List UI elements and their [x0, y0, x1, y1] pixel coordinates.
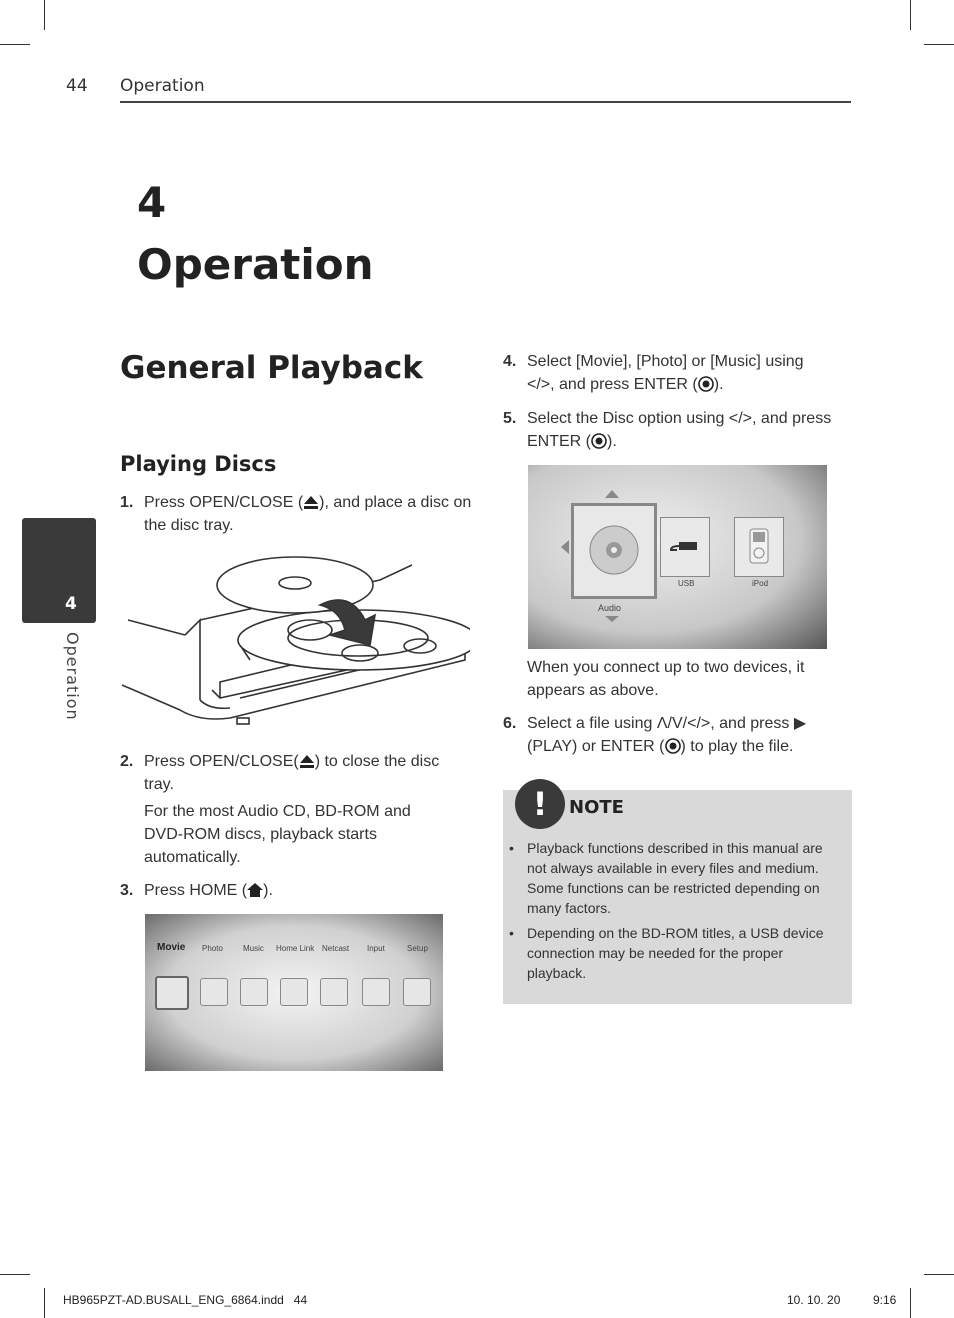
- step-text: (PLAY) or ENTER (: [527, 738, 665, 755]
- arrow-keys: </>: [527, 376, 551, 393]
- side-tab-label-text: Operation: [63, 632, 82, 721]
- detail-line: automatically.: [144, 849, 241, 866]
- home-link-tile-icon: [280, 978, 308, 1006]
- step-number: 6.: [503, 715, 517, 732]
- eject-icon: [303, 494, 319, 510]
- detail-line: For the most Audio CD, BD-ROM and: [144, 803, 411, 820]
- enter-icon: [665, 738, 681, 754]
- running-section: Operation: [120, 76, 205, 96]
- bullet: •: [509, 925, 514, 941]
- usb-tile: [660, 517, 710, 577]
- page-number: 44: [66, 76, 88, 96]
- note-line: connection may be needed for the proper: [527, 945, 784, 961]
- up-arrow-icon: [604, 489, 620, 499]
- step-text: Select [Movie], [Photo] or [Music] using: [527, 353, 804, 370]
- home-icon: [247, 882, 263, 898]
- disc-option-tile: [571, 503, 657, 599]
- netcast-tile-icon: [320, 978, 348, 1006]
- crop-mark: [910, 0, 911, 30]
- step-number: 2.: [120, 753, 134, 770]
- step-text: , and press: [752, 410, 832, 427]
- audio-caption: Audio: [598, 603, 622, 613]
- step-text: Press OPEN/CLOSE (: [144, 494, 304, 511]
- note-line: not always available in every files and medium.: [527, 860, 819, 876]
- note-line: Playback functions described in this manual are: [527, 840, 823, 856]
- step-text: ) to play the file.: [680, 738, 794, 755]
- crop-mark: [44, 0, 45, 30]
- crop-mark: [0, 44, 30, 45]
- side-tab-number: 4: [65, 594, 77, 614]
- step-number: 3.: [120, 882, 134, 899]
- disc-icon: [588, 524, 640, 576]
- crop-mark: [924, 1274, 954, 1275]
- step-number: 1.: [120, 494, 134, 511]
- enter-icon: [591, 433, 607, 449]
- detail-line: DVD-ROM discs, playback starts: [144, 826, 377, 843]
- step-5: [503, 407, 853, 455]
- step-text: tray.: [144, 776, 174, 793]
- menu-item-setup: Setup: [407, 944, 428, 953]
- step-3: [120, 879, 470, 903]
- ipod-caption: iPod: [752, 579, 769, 588]
- menu-item-input: Input: [367, 944, 385, 953]
- side-tab: [22, 518, 96, 623]
- note-line: playback.: [527, 965, 587, 981]
- note-line: When you connect up to two devices, it: [527, 659, 805, 676]
- step-text: , and press ENTER (: [550, 376, 698, 393]
- step-text: ) to close the disc: [314, 753, 440, 770]
- usb-icon: [669, 538, 701, 554]
- left-arrow-icon: [560, 539, 570, 555]
- step-2: [120, 750, 470, 798]
- step-text: ENTER (: [527, 433, 591, 450]
- step-text: ).: [713, 376, 724, 393]
- section-title: General Playback: [120, 350, 423, 386]
- subsection-title: Playing Discs: [120, 452, 277, 476]
- side-tab-label: [62, 632, 86, 722]
- note-line: many factors.: [527, 900, 612, 916]
- step-text: Press OPEN/CLOSE(: [144, 753, 299, 770]
- footer-date: 10. 10. 20: [787, 1293, 841, 1307]
- menu-item-netcast: Netcast: [322, 944, 350, 953]
- note-line: Some functions can be restricted depending on: [527, 880, 820, 896]
- photo-tile-icon: [200, 978, 228, 1006]
- crop-mark: [910, 1288, 911, 1318]
- note-line: appears as above.: [527, 682, 659, 699]
- step-text: Select the Disc option using: [527, 410, 729, 427]
- step-text: ).: [607, 433, 617, 450]
- step-text: ).: [263, 882, 273, 899]
- ipod-tile: [734, 517, 784, 577]
- step-6: [503, 712, 853, 760]
- usb-caption: USB: [678, 579, 695, 588]
- step-text: the disc tray.: [144, 517, 234, 534]
- step-4: [503, 350, 853, 398]
- chapter-title: Operation: [137, 240, 374, 289]
- bullet: •: [509, 840, 514, 856]
- crop-mark: [924, 44, 954, 45]
- header-rule: [120, 101, 851, 103]
- movie-tile-icon: [155, 976, 189, 1010]
- menu-item-music: Music: [243, 944, 264, 953]
- crop-mark: [44, 1288, 45, 1318]
- step-text: , and press ▶: [710, 715, 807, 732]
- menu-item-photo: Photo: [202, 944, 223, 953]
- ipod-icon: [749, 528, 769, 564]
- disc-tray-illustration: [120, 550, 470, 730]
- input-tile-icon: [362, 978, 390, 1006]
- note-badge: !: [515, 779, 565, 829]
- home-menu-screenshot: [145, 914, 443, 1071]
- step-text: Press HOME (: [144, 882, 248, 899]
- setup-tile-icon: [403, 978, 431, 1006]
- step-2-detail: [144, 800, 411, 869]
- chapter-number: 4: [137, 178, 167, 227]
- enter-icon: [698, 376, 714, 392]
- device-select-screenshot: [528, 465, 827, 649]
- step-text: ), and place a disc on: [319, 494, 472, 511]
- step-text: Select a file using: [527, 715, 657, 732]
- crop-mark: [0, 1274, 30, 1275]
- footer-file: HB965PZT-AD.BUSALL_ENG_6864.indd 44: [63, 1293, 308, 1307]
- step-number: 4.: [503, 353, 517, 370]
- note-line: Depending on the BD-ROM titles, a USB device: [527, 925, 824, 941]
- menu-item-movie: Movie: [157, 942, 186, 953]
- eject-icon: [299, 753, 315, 769]
- music-tile-icon: [240, 978, 268, 1006]
- devices-note: [527, 656, 804, 702]
- down-arrow-icon: [604, 615, 620, 623]
- step-number: 5.: [503, 410, 517, 427]
- arrow-keys: Λ/V/</>: [656, 715, 711, 732]
- note-title: NOTE: [569, 797, 624, 818]
- menu-item-home-link: Home Link: [276, 944, 315, 953]
- arrow-keys: </>: [728, 410, 753, 427]
- step-1: [120, 491, 470, 539]
- footer-time: 9:16: [873, 1293, 897, 1307]
